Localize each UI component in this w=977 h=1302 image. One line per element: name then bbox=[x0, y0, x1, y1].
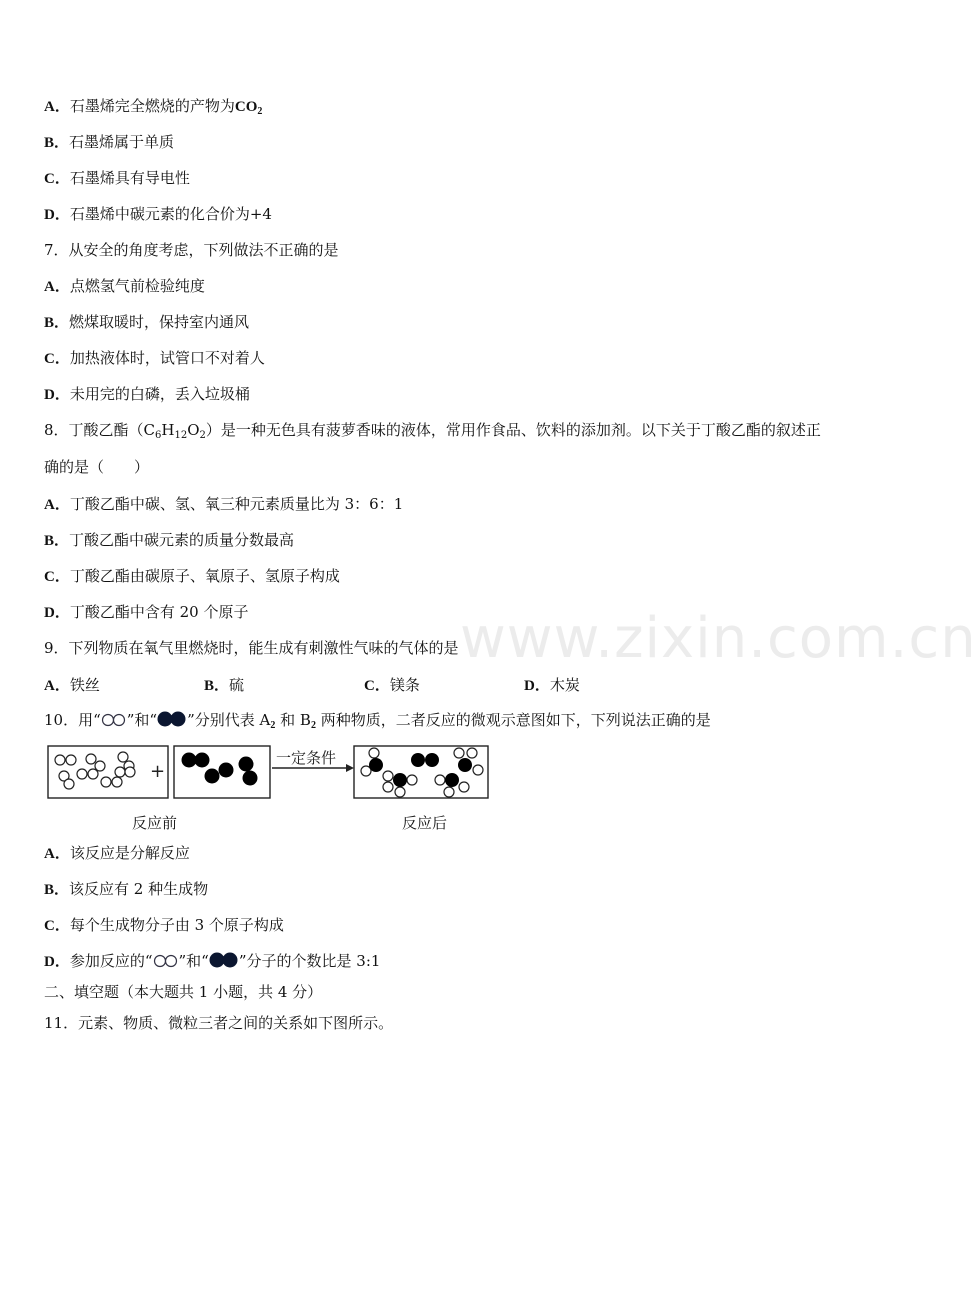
q8-option-d bbox=[44, 602, 248, 623]
q11-stem: 11．元素、物质、微粒三者之间的关系如下图所示。 bbox=[44, 1014, 394, 1032]
watermark: www.zixin.com.cn bbox=[460, 606, 977, 671]
q8-option-a bbox=[44, 494, 403, 515]
subscript-b: 2 bbox=[310, 720, 316, 731]
option-text: 铁丝 bbox=[69, 676, 100, 694]
option-label: C． bbox=[44, 569, 70, 585]
q8-subscript-h: 12 bbox=[174, 430, 188, 441]
option-text-suffix: ”分子的个数比是 3:1 bbox=[238, 952, 381, 970]
caption-after: 反应后 bbox=[402, 814, 448, 832]
option-text: 未用完的白磷，丢入垃圾桶 bbox=[69, 385, 250, 403]
q8-option-b bbox=[44, 530, 294, 551]
q8-stem bbox=[44, 420, 821, 440]
q10-stem-prefix: 10．用“ bbox=[44, 711, 101, 729]
option-label: B． bbox=[44, 315, 70, 331]
option-text: 该反应是分解反应 bbox=[69, 844, 190, 862]
option-text: 丁酸乙酯中碳元素的质量分数最高 bbox=[69, 531, 295, 549]
q10-stem bbox=[44, 710, 711, 730]
arrow-head bbox=[346, 764, 354, 772]
condition-label: 一定条件 bbox=[276, 749, 337, 767]
q9-option-a bbox=[44, 675, 100, 696]
option-label: C． bbox=[44, 918, 70, 934]
option-text: 点燃氢气前检验纯度 bbox=[69, 277, 205, 295]
option-text: 加热液体时，试管口不对着人 bbox=[69, 349, 265, 367]
option-label: C． bbox=[44, 351, 70, 367]
formula: CO bbox=[234, 99, 258, 115]
option-label: D． bbox=[44, 954, 70, 970]
option-label: A． bbox=[44, 846, 70, 862]
q9-stem: 9．下列物质在氧气里燃烧时，能生成有刺激性气味的气体的是 bbox=[44, 639, 459, 657]
option-label: A． bbox=[44, 678, 70, 694]
q7-option-d bbox=[44, 384, 250, 405]
q9-option-b bbox=[204, 675, 244, 696]
q8-option-c bbox=[44, 566, 340, 587]
option-text: 丁酸乙酯由碳原子、氧原子、氢原子构成 bbox=[69, 567, 340, 585]
option-label: B． bbox=[44, 882, 70, 898]
option-text: 每个生成物分子由 3 个原子构成 bbox=[69, 916, 284, 934]
option-text: 石墨烯属于单质 bbox=[69, 133, 175, 151]
option-label: A． bbox=[44, 497, 70, 513]
q7-stem: 7．从安全的角度考虑，下列做法不正确的是 bbox=[44, 241, 339, 259]
q10-option-c bbox=[44, 915, 284, 936]
option-text: 丁酸乙酯中含有 20 个原子 bbox=[69, 603, 249, 621]
option-text: 石墨烯完全燃烧的产物为 bbox=[69, 97, 235, 115]
option-label: A． bbox=[44, 279, 70, 295]
option-text: 硫 bbox=[229, 676, 245, 694]
option-text: 石墨烯中碳元素的化合价为+4 bbox=[69, 205, 272, 223]
q10-stem-mid2: ”分别代表 A bbox=[187, 711, 271, 729]
subscript-a: 2 bbox=[270, 720, 276, 731]
option-text: 丁酸乙酯中碳、氢、氧三种元素质量比为 3：6：1 bbox=[69, 495, 404, 513]
plus-sign: + bbox=[150, 761, 166, 782]
option-label: B． bbox=[44, 135, 70, 151]
q7-option-a bbox=[44, 276, 205, 297]
caption-before: 反应前 bbox=[132, 814, 178, 832]
q8-stem-line2: 确的是（ ） bbox=[44, 458, 150, 476]
q8-stem-part1: 8．丁酸乙酯（C bbox=[44, 421, 156, 439]
option-text-prefix: 参加反应的“ bbox=[69, 952, 153, 970]
option-label: D． bbox=[44, 605, 70, 621]
q10-stem-mid1: ”和“ bbox=[126, 711, 158, 729]
q9-option-c bbox=[364, 675, 420, 696]
q6-option-d bbox=[44, 204, 272, 225]
q7-option-c bbox=[44, 348, 265, 369]
option-text: 木炭 bbox=[549, 676, 580, 694]
q6-option-c bbox=[44, 168, 190, 189]
option-text: 该反应有 2 种生成物 bbox=[69, 880, 209, 898]
black-molecule-icon bbox=[209, 952, 239, 968]
q6-option-b bbox=[44, 132, 174, 153]
q10-option-d bbox=[44, 951, 380, 972]
option-label: C． bbox=[44, 171, 70, 187]
option-label: D． bbox=[44, 387, 70, 403]
black-molecule-icon bbox=[157, 711, 187, 727]
q8-element-o: O bbox=[187, 421, 200, 439]
option-label: D． bbox=[44, 207, 70, 223]
q7-option-b bbox=[44, 312, 249, 333]
q6-option-a bbox=[44, 96, 262, 117]
reaction-diagram bbox=[44, 740, 494, 802]
q8-stem-part2: ）是一种无色具有菠萝香味的液体，常用作食品、饮料的添加剂。以下关于丁酸乙酯的叙述正 bbox=[205, 421, 821, 439]
option-label: B． bbox=[44, 533, 70, 549]
option-label: C． bbox=[364, 678, 390, 694]
section-heading: 二、填空题（本大题共 1 小题，共 4 分） bbox=[44, 983, 323, 1001]
option-text: 石墨烯具有导电性 bbox=[69, 169, 190, 187]
q8-subscript-o: 2 bbox=[199, 430, 206, 441]
q10-stem-suffix: 两种物质，二者反应的微观示意图如下，下列说法正确的是 bbox=[315, 711, 711, 729]
q8-element-h: H bbox=[161, 421, 175, 439]
formula-subscript: 2 bbox=[257, 106, 263, 117]
q10-option-b bbox=[44, 879, 208, 900]
option-text: 燃煤取暖时，保持室内通风 bbox=[69, 313, 250, 331]
option-label: A． bbox=[44, 99, 70, 115]
q10-stem-mid3: 和 B bbox=[275, 711, 311, 729]
q9-option-d bbox=[524, 675, 580, 696]
option-label: D． bbox=[524, 678, 550, 694]
q8-subscript-c: 6 bbox=[155, 430, 162, 441]
option-label: B． bbox=[204, 678, 230, 694]
option-text-mid: ”和“ bbox=[178, 952, 209, 970]
q10-option-a bbox=[44, 843, 190, 864]
white-molecule-icon bbox=[101, 713, 127, 727]
option-text: 镁条 bbox=[389, 676, 420, 694]
white-molecule-icon bbox=[153, 954, 179, 968]
